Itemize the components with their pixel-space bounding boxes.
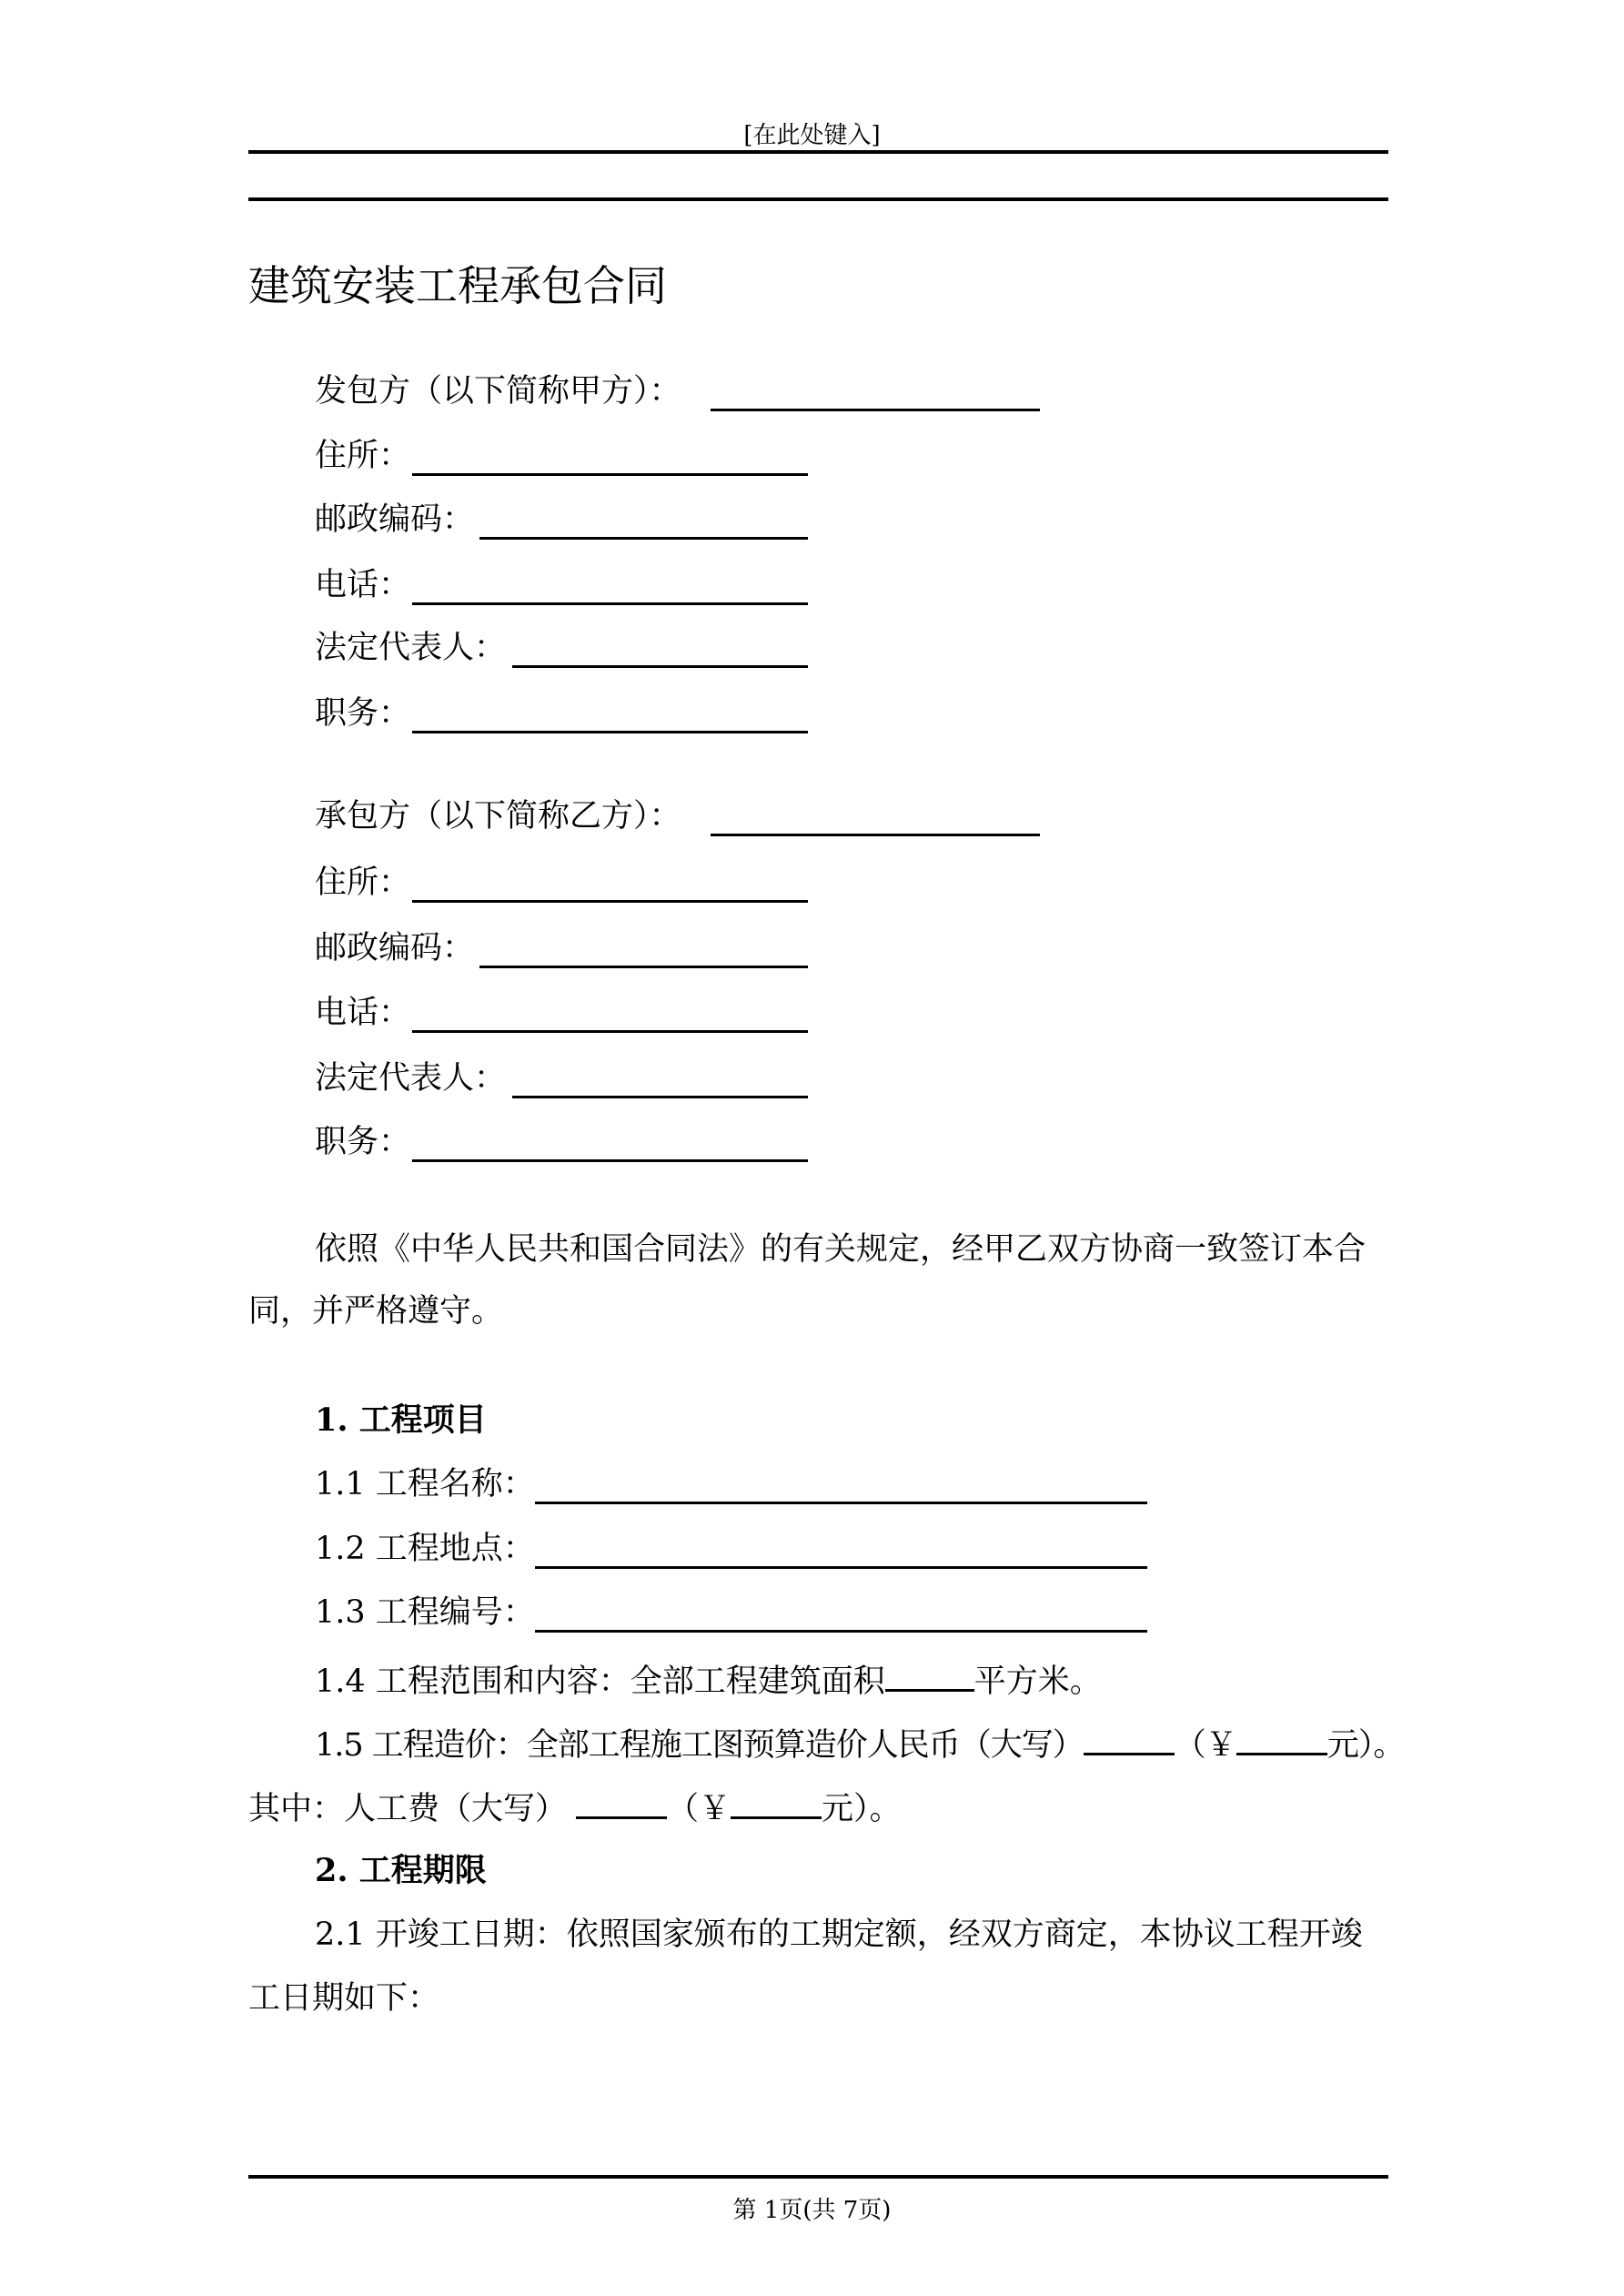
item-text: 其中：人工费（大写） (248, 1791, 568, 1827)
footer-rule (248, 2175, 1388, 2179)
item-row (315, 1590, 535, 1635)
field-row (315, 433, 410, 479)
item-line: 工日期如下： (248, 1980, 440, 2017)
field-blank[interactable] (412, 1030, 808, 1033)
field-blank[interactable] (479, 537, 808, 540)
item-row (315, 1656, 1102, 1702)
item-row (315, 1720, 1404, 1765)
field-label: 邮政编码： (315, 501, 475, 538)
field-blank[interactable] (479, 966, 808, 968)
field-blank[interactable] (512, 1096, 808, 1098)
party-b-row (315, 794, 681, 839)
field-row (315, 562, 410, 608)
item-blank[interactable] (535, 1566, 1147, 1569)
header-rule (248, 150, 1388, 154)
header-rule-2 (248, 197, 1388, 201)
section-heading: 1. 工程项目 (315, 1401, 487, 1439)
field-blank[interactable] (412, 1159, 808, 1162)
item-blank[interactable] (535, 1502, 1147, 1504)
item-blank[interactable] (535, 1630, 1147, 1633)
item-row (315, 1462, 535, 1507)
item-label: 1.2 工程地点： (315, 1531, 535, 1567)
party-a-label: 发包方（以下简称甲方）： (315, 373, 681, 410)
field-row (315, 497, 474, 542)
labor-blank[interactable] (576, 1784, 667, 1819)
field-blank[interactable] (512, 665, 808, 668)
field-label: 电话： (315, 995, 411, 1031)
field-label: 住所： (315, 865, 411, 901)
item-line: 2.1 开竣工日期：依照国家颁布的工期定额，经双方商定，本协议工程开竣 (315, 1917, 1363, 1953)
field-label: 住所： (315, 438, 411, 474)
party-b-blank[interactable] (711, 834, 1040, 836)
field-row (315, 625, 506, 671)
field-row (315, 990, 410, 1036)
cost-number-blank[interactable] (1236, 1720, 1327, 1755)
section-heading: 2. 工程期限 (315, 1852, 487, 1889)
page-number: 第 1页(共 7页) (732, 2197, 892, 2224)
party-b-label: 承包方（以下简称乙方）： (315, 798, 681, 834)
field-row (315, 1056, 506, 1101)
field-blank[interactable] (412, 602, 808, 605)
field-label: 职务： (315, 695, 411, 732)
field-row (315, 1119, 410, 1165)
field-row (315, 860, 410, 905)
field-blank[interactable] (412, 900, 808, 903)
item-text: （￥ (1174, 1727, 1236, 1764)
field-row (315, 691, 410, 736)
item-text: 平方米。 (973, 1664, 1102, 1700)
item-label: 1.1 工程名称： (315, 1466, 535, 1502)
item-text: 1.4 工程范围和内容：全部工程建筑面积 (315, 1664, 885, 1700)
intro-line: 依照《中华人民共和国合同法》的有关规定，经甲乙双方协商一致签订本合 (315, 1231, 1367, 1268)
item-row (248, 1784, 902, 1829)
intro-line: 同，并严格遵守。 (248, 1293, 504, 1330)
item-text: 元）。 (1326, 1727, 1405, 1764)
field-label: 法定代表人： (315, 630, 507, 666)
field-label: 电话： (315, 567, 411, 603)
document-title: 建筑安装工程承包合同 (248, 261, 667, 310)
field-label: 邮政编码： (315, 930, 475, 966)
cost-blank[interactable] (1084, 1720, 1175, 1755)
field-row (315, 925, 474, 971)
party-a-blank[interactable] (711, 409, 1040, 411)
field-label: 法定代表人： (315, 1060, 507, 1097)
item-text: （￥ (667, 1791, 731, 1827)
party-a-row (315, 369, 681, 414)
labor-number-blank[interactable] (731, 1784, 822, 1819)
item-text: 元）。 (822, 1791, 902, 1827)
area-blank[interactable] (885, 1656, 974, 1692)
field-blank[interactable] (412, 473, 808, 476)
item-label: 1.3 工程编号： (315, 1594, 535, 1631)
field-blank[interactable] (412, 731, 808, 733)
field-label: 职务： (315, 1124, 411, 1160)
page-header[interactable]: [在此处键入] (743, 122, 881, 149)
item-row (315, 1526, 535, 1572)
item-text: 1.5 工程造价：全部工程施工图预算造价人民币（大写） (315, 1727, 1084, 1764)
